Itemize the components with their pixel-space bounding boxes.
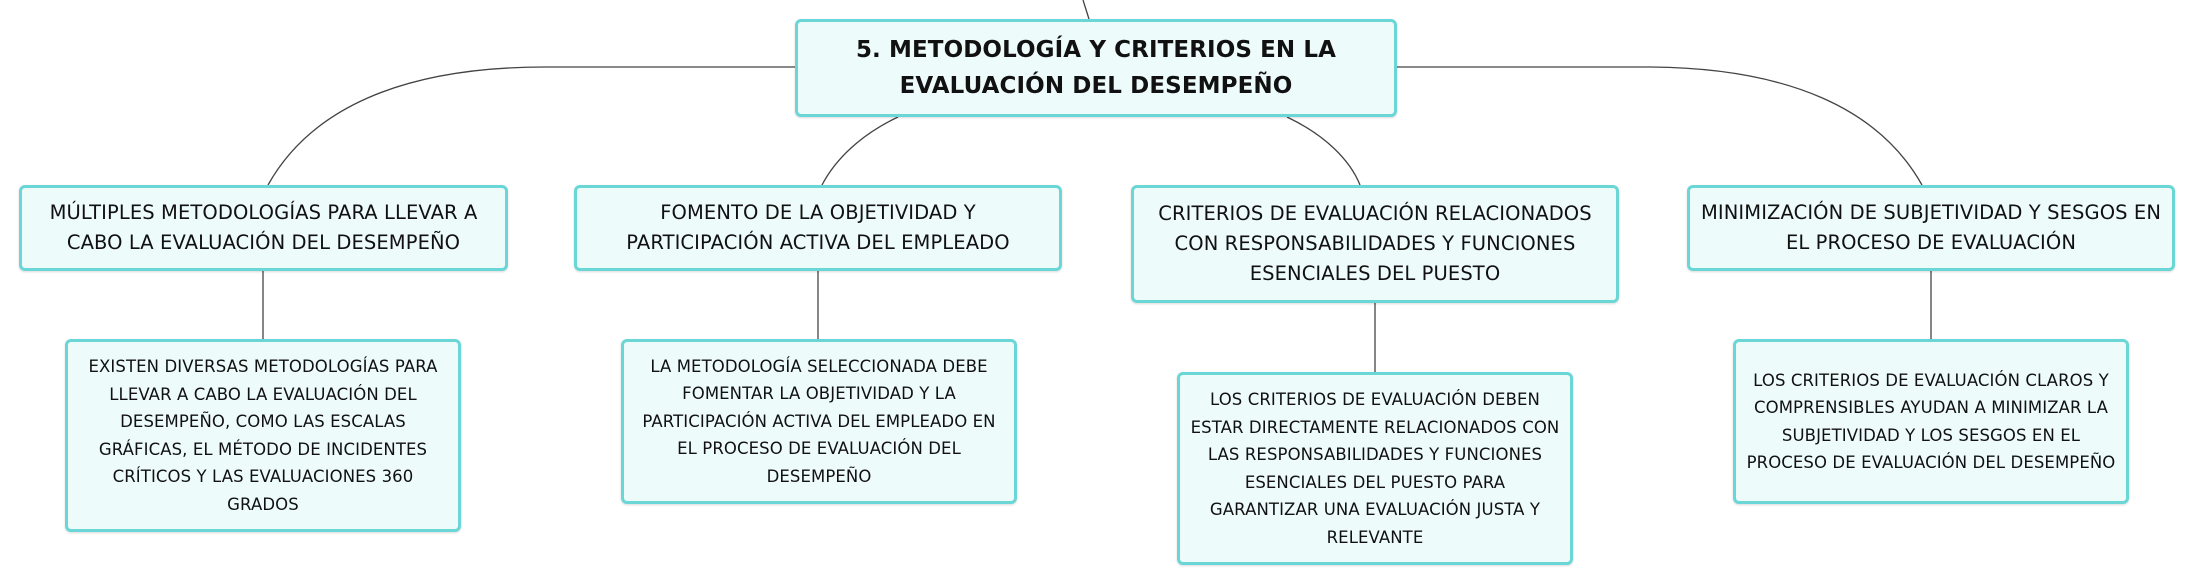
topic-metodologias[interactable] <box>19 185 508 271</box>
central-topic[interactable] <box>795 19 1397 117</box>
connector-root-topic-3 <box>1287 117 1360 185</box>
topic-label: MÚLTIPLES METODOLOGÍAS PARA LLEVAR A CABO LA EVALUACIÓN DEL DESEMPEÑO <box>49 201 478 254</box>
subtopic-subjetividad-detail[interactable] <box>1733 339 2129 504</box>
topic-criterios[interactable] <box>1131 185 1619 303</box>
central-topic-label: 5. METODOLOGÍA Y CRITERIOS EN LA EVALUACIÓN DEL DESEMPEÑO <box>855 37 1337 99</box>
topic-label: CRITERIOS DE EVALUACIÓN RELACIONADOS CON RESPONSABILIDADES Y FUNCIONES ESENCIALES DEL PUESTO <box>1158 202 1592 285</box>
subtopic-objetividad-detail[interactable] <box>621 339 1017 504</box>
connector-root-topic-2 <box>822 117 898 185</box>
connector-root-parent <box>1083 0 1089 19</box>
topic-objetividad[interactable] <box>574 185 1062 271</box>
subtopic-text: LA METODOLOGÍA SELECCIONADA DEBE FOMENTAR LA OBJETIVIDAD Y LA PARTICIPACIÓN ACTIVA DEL EMPLEADO EN EL PROCESO DE EVALUACIÓN DEL DESEMPEÑO <box>642 356 996 486</box>
subtopic-text: EXISTEN DIVERSAS METODOLOGÍAS PARA LLEVAR A CABO LA EVALUACIÓN DEL DESEMPEÑO, COMO LAS ESCALAS GRÁFICAS, EL MÉTODO DE INCIDENTES CRÍTICOS Y LAS EVALUACIONES 360 GRADOS <box>88 357 438 514</box>
topic-subjetividad[interactable] <box>1687 185 2175 271</box>
connector-root-topic-4 <box>1397 67 1922 185</box>
subtopic-metodologias-detail[interactable] <box>65 339 461 532</box>
topic-label: FOMENTO DE LA OBJETIVIDAD Y PARTICIPACIÓN ACTIVA DEL EMPLEADO <box>626 201 1010 254</box>
subtopic-criterios-detail[interactable] <box>1177 372 1573 565</box>
subtopic-text: LOS CRITERIOS DE EVALUACIÓN DEBEN ESTAR DIRECTAMENTE RELACIONADOS CON LAS RESPONSABILIDADES Y FUNCIONES ESENCIALES DEL PUESTO PARA GARANTIZAR UNA EVALUACIÓN JUSTA Y RELEVANTE <box>1190 390 1560 547</box>
connector-root-topic-1 <box>268 67 795 185</box>
topic-label: MINIMIZACIÓN DE SUBJETIVIDAD Y SESGOS EN EL PROCESO DE EVALUACIÓN <box>1700 201 2162 254</box>
subtopic-text: LOS CRITERIOS DE EVALUACIÓN CLAROS Y COMPRENSIBLES AYUDAN A MINIMIZAR LA SUBJETIVIDAD Y LOS SESGOS EN EL PROCESO DE EVALUACIÓN DEL DESEMPEÑO <box>1746 370 2116 472</box>
